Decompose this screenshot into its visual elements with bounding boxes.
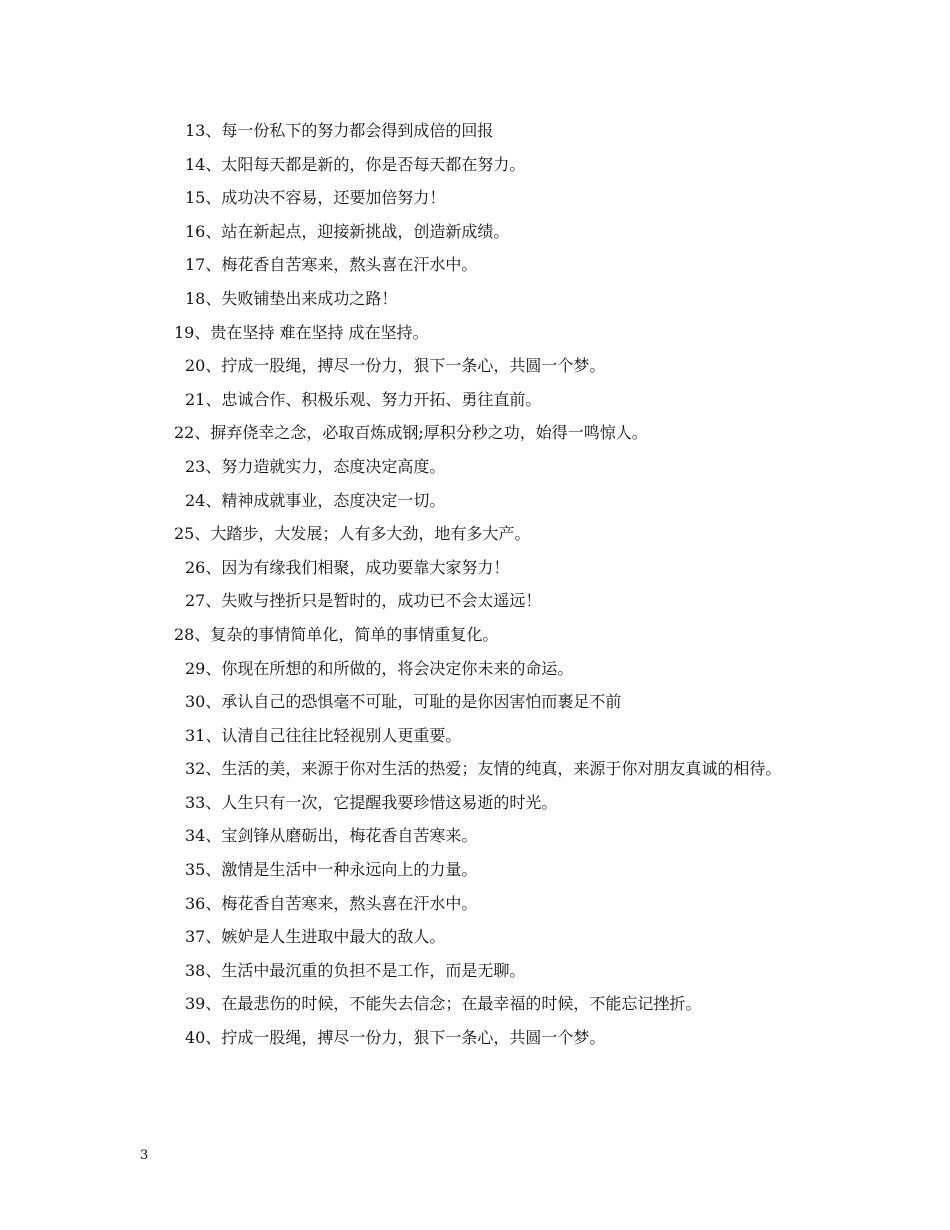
list-item: 26、因为有缘我们相聚，成功要靠大家努力！ [185, 557, 510, 577]
list-item: 25、大踏步，大发展；人有多大劲，地有多大产。 [174, 524, 531, 544]
list-item: 31、认清自己往往比轻视别人更重要。 [185, 725, 462, 745]
list-item: 39、在最悲伤的时候，不能失去信念；在最幸福的时候，不能忘记挫折。 [185, 994, 702, 1014]
list-item: 16、站在新起点，迎接新挑战，创造新成绩。 [185, 221, 510, 241]
list-item: 36、梅花香自苦寒来，熬头喜在汗水中。 [185, 893, 478, 913]
quote-list [140, 114, 820, 1055]
list-item: 40、拧成一股绳，搏尽一份力，狠下一条心，共圆一个梦。 [185, 1028, 606, 1048]
list-item: 20、拧成一股绳，搏尽一份力，狠下一条心，共圆一个梦。 [185, 356, 606, 376]
list-item: 24、精神成就事业，态度决定一切。 [185, 490, 446, 510]
list-item: 14、太阳每天都是新的，你是否每天都在努力。 [185, 154, 526, 174]
list-item: 32、生活的美，来源于你对生活的热爱；友情的纯真，来源于你对朋友真诚的相待。 [185, 759, 782, 779]
list-item: 22、摒弃侥幸之念，必取百炼成钢;厚积分秒之功，始得一鸣惊人。 [174, 423, 648, 443]
list-item: 38、生活中最沉重的负担不是工作，而是无聊。 [185, 960, 526, 980]
list-item: 19、贵在坚持 难在坚持 成在坚持。 [174, 322, 429, 342]
list-item: 28、复杂的事情简单化，简单的事情重复化。 [174, 624, 499, 644]
list-item: 13、每一份私下的努力都会得到成倍的回报 [185, 121, 494, 140]
list-item: 34、宝剑锋从磨砺出，梅花香自苦寒来。 [185, 826, 478, 846]
list-item: 30、承认自己的恐惧毫不可耻，可耻的是你因害怕而裹足不前 [185, 692, 622, 712]
list-item: 21、忠诚合作、积极乐观、努力开拓、勇往直前。 [185, 389, 542, 409]
list-item: 29、你现在所想的和所做的，将会决定你未来的命运。 [185, 658, 574, 678]
page-number: 3 [140, 1148, 149, 1163]
list-item: 35、激情是生活中一种永远向上的力量。 [185, 860, 478, 880]
list-item: 37、嫉妒是人生进取中最大的敌人。 [185, 927, 446, 947]
list-item: 15、成功决不容易，还要加倍努力！ [185, 188, 446, 208]
list-item: 27、失败与挫折只是暂时的，成功已不会太遥远！ [185, 591, 542, 611]
list-item: 17、梅花香自苦寒来，熬头喜在汗水中。 [185, 255, 478, 275]
list-item: 23、努力造就实力，态度决定高度。 [185, 456, 446, 476]
list-item: 33、人生只有一次，它提醒我要珍惜这易逝的时光。 [185, 792, 558, 812]
list-item: 18、失败铺垫出来成功之路！ [185, 288, 398, 308]
